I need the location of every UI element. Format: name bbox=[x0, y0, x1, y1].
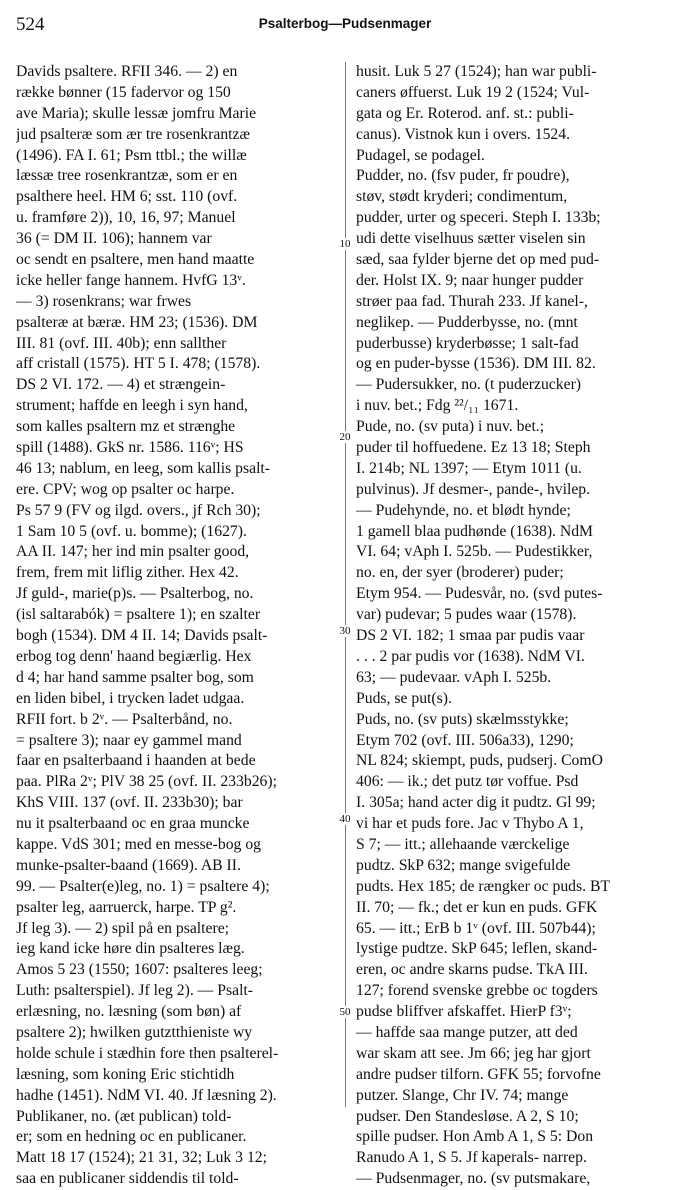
left-column-line: saa en publicaner siddendis til told- bbox=[16, 1170, 239, 1188]
right-column-line: NL 824; skiempt, puds, pudserj. ComO bbox=[356, 752, 603, 770]
left-column-line: psalter leg, aarruerck, harpe. TP g². bbox=[16, 898, 237, 916]
left-column-line: erlæsning, no. læsning (som bøn) af bbox=[16, 1003, 242, 1021]
right-column-line: husit. Luk 5 27 (1524); han war publi- bbox=[356, 63, 597, 80]
margin-line-number: 50 bbox=[337, 1006, 353, 1018]
left-column-line: III. 81 (ovf. III. 40b); enn sallther bbox=[16, 334, 227, 352]
margin-line-number: 20 bbox=[337, 431, 353, 443]
right-column-line: 127; forend svenske grebbe oc togders bbox=[356, 982, 598, 1000]
left-column-line: (isl saltarabók) = psaltere 1); en szalter bbox=[16, 606, 261, 624]
left-column-line: erbog tog denn' haand begiærlig. Hex bbox=[16, 647, 252, 665]
left-column-line: ere. CPV; wog op psalter oc harpe. bbox=[16, 480, 235, 498]
right-column-line: puderbusse) kryderbøsse; 1 salt-fad bbox=[356, 334, 579, 352]
right-column-line: pulvinus). Jf desmer-, pande-, hvilep. bbox=[356, 480, 591, 498]
right-column-line: Puds, se put(s). bbox=[356, 689, 452, 707]
right-column-line: DS 2 VI. 182; 1 smaa par pudis vaar bbox=[356, 627, 585, 645]
left-column-line: Ps 57 9 (FV og ilgd. overs., jf Rch 30); bbox=[16, 501, 261, 519]
right-column-line: 1 gamell blaa pudhønde (1638). NdM bbox=[356, 522, 594, 540]
page-header bbox=[16, 14, 674, 38]
left-column-line: paa. PlRa 2ᵛ; PlV 38 25 (ovf. II. 233b26); bbox=[16, 773, 277, 791]
left-column-line: en liden bibel, i trycken ladet udgaa. bbox=[16, 689, 245, 707]
left-column-line: psaltere 2); hwilken gutztthieniste wy bbox=[16, 1023, 253, 1041]
right-column-line: gata og Er. Roterod. anf. st.: publi- bbox=[356, 104, 574, 122]
left-column-line: oc sendt en psaltere, men hand maatte bbox=[16, 251, 255, 269]
left-column-line: frem, frem mit liflig zither. Hex 42. bbox=[16, 564, 239, 582]
right-column-line: vi har et puds fore. Jac v Thybo A 1, bbox=[356, 815, 584, 833]
left-column-line: Publikaner, no. (æt publican) told- bbox=[16, 1107, 232, 1125]
margin-line-number: 40 bbox=[337, 813, 353, 825]
margin-line-number: 10 bbox=[337, 238, 353, 250]
right-column-line: Puds, no. (sv puts) skælmsstykke; bbox=[356, 710, 569, 728]
left-column-line: ave Maria); skulle lessæ jomfru Marie bbox=[16, 104, 257, 122]
right-column-line: Etym 954. — Pudesvår, no. (svd putes- bbox=[356, 585, 603, 603]
left-column-line: psalthere heel. HM 6; sst. 110 (ovf. bbox=[16, 188, 238, 206]
left-column-line: Amos 5 23 (1550; 1607: psalteres leeg; bbox=[16, 961, 263, 979]
left-column-line: — 3) rosenkrans; war frwes bbox=[16, 292, 192, 310]
right-column-line: eren, oc andre skarns pudse. TkA III. bbox=[356, 961, 588, 979]
left-column-line: række bønner (15 fadervor og 150 bbox=[16, 83, 231, 101]
left-column bbox=[16, 62, 334, 1190]
left-column-line: jud psalteræ som ær tre rosenkrantzæ bbox=[16, 125, 250, 143]
right-column-line: 65. — itt.; ErB b 1ᵛ (ovf. III. 507b44); bbox=[356, 919, 596, 937]
left-column-line: 36 (= DM II. 106); hannem var bbox=[16, 230, 212, 248]
right-column-line: II. 70; — fk.; det er kun en puds. GFK bbox=[356, 898, 598, 916]
right-column-line: sæd, saa fylder bjerne det op med pud- bbox=[356, 251, 600, 269]
right-column-line: Pudagel, se podagel. bbox=[356, 146, 485, 164]
left-column-line: er; som en hedning oc en publicaner. bbox=[16, 1128, 247, 1146]
right-column-line: Etym 702 (ovf. III. 506a33), 1290; bbox=[356, 731, 574, 749]
left-column-line: d 4; har hand samme psalter bog, som bbox=[16, 668, 254, 686]
column-divider bbox=[345, 62, 346, 1107]
right-column-line: canus). Vistnok kun i overs. 1524. bbox=[356, 125, 571, 143]
left-column-line: (1496). FA I. 61; Psm ttbl.; the willæ bbox=[16, 146, 247, 164]
right-column-line: Pudder, no. (fsv puder, fr poudre), bbox=[356, 167, 570, 185]
left-column-line: 46 13; nablum, en leeg, som kallis psalt- bbox=[16, 459, 271, 477]
right-column-line: spille pudser. Hon Amb A 1, S 5: Don bbox=[356, 1128, 594, 1146]
right-column-line: lystige pudtze. SkP 645; leflen, skand- bbox=[356, 940, 598, 958]
right-column-line: — haffde saa mange putzer, att ded bbox=[356, 1023, 578, 1041]
right-column-line: pudse bliffver afskaffet. HierP f3ᵛ; bbox=[356, 1003, 572, 1021]
left-column-line: kappe. VdS 301; med en messe-bog og bbox=[16, 835, 262, 853]
right-column bbox=[356, 62, 674, 1190]
left-column-line: læssæ tree rosenkrantzæ, som er en bbox=[16, 167, 238, 185]
right-column-line: udi dette viselhuus sætter viselen sin bbox=[356, 230, 586, 248]
right-column-line: strøer paa fad. Thurah 233. Jf kanel-, bbox=[356, 292, 588, 310]
left-column-line: Matt 18 17 (1524); 21 31, 32; Luk 3 12; bbox=[16, 1149, 267, 1167]
left-column-line: KhS VIII. 137 (ovf. II. 233b30); bar bbox=[16, 794, 243, 812]
right-column-line: pudser. Den Standesløse. A 2, S 10; bbox=[356, 1107, 579, 1125]
right-column-line: pudtz. SkP 632; mange svigefulde bbox=[356, 856, 571, 874]
right-column-line: — Pudsenmager, no. (sv putsmakare, bbox=[356, 1170, 591, 1188]
left-column-line: læsning, som koning Eric stichtidh bbox=[16, 1065, 235, 1083]
right-column-line: . . . 2 par pudis vor (1638). NdM VI. bbox=[356, 647, 585, 665]
left-column-line: strument; haffde en leegh i syn hand, bbox=[16, 397, 248, 415]
right-column-line: og en puder-bysse (1536). DM III. 82. bbox=[356, 355, 596, 373]
right-column-line: der. Holst IX. 9; naar hunger pudder bbox=[356, 271, 584, 289]
right-column-line: no. en, der syer (broderer) puder; bbox=[356, 564, 564, 582]
right-column-line: war skam att see. Jm 66; jeg har gjort bbox=[356, 1044, 591, 1062]
right-column-line: — Pudehynde, no. et blødt hynde; bbox=[356, 501, 571, 519]
left-column-line: 1 Sam 10 5 (ovf. u. bomme); (1627). bbox=[16, 522, 247, 540]
left-column-line: ieg kand icke høre din psalteres læg. bbox=[16, 940, 245, 958]
left-column-line: nu it psalterbaand oc en graa muncke bbox=[16, 815, 250, 833]
left-column-line: Jf guld-, marie(p)s. — Psalterbog, no. bbox=[16, 585, 254, 603]
right-column-line: støv, stødt kryderi; condimentum, bbox=[356, 188, 568, 206]
right-column-line: putzer. Slange, Chr IV. 74; mange bbox=[356, 1086, 569, 1104]
right-column-line: pudder, urter og speceri. Steph I. 133b; bbox=[356, 209, 601, 227]
left-column-line: u. framføre 2)), 10, 16, 97; Manuel bbox=[16, 209, 236, 227]
page-number: 524 bbox=[16, 14, 45, 35]
left-column-line: bogh (1534). DM 4 II. 14; Davids psalt- bbox=[16, 627, 268, 645]
left-column-line: 99. — Psalter(e)leg, no. 1) = psaltere 4); bbox=[16, 877, 270, 895]
right-column-line: puder til hoffuedene. Ez 13 18; Steph bbox=[356, 439, 591, 457]
left-column-line: AA II. 147; her ind min psalter good, bbox=[16, 543, 250, 561]
left-column-line: psalteræ at bæræ. HM 23; (1536). DM bbox=[16, 313, 258, 331]
left-column-line: spill (1488). GkS nr. 1586. 116ᵛ; HS bbox=[16, 439, 244, 457]
right-column-line: andre pudser tilforn. GFK 55; forvofne bbox=[356, 1065, 601, 1083]
right-column-line: I. 305a; hand acter dig it pudtz. Gl 99; bbox=[356, 794, 596, 812]
right-column-line: Ranudo A 1, S 5. Jf kaperals- narrep. bbox=[356, 1149, 587, 1167]
left-column-line: munke-psalter-baand (1669). AB II. bbox=[16, 856, 241, 874]
right-column-line: I. 214b; NL 1397; — Etym 1011 (u. bbox=[356, 459, 582, 477]
right-column-line: var) pudevar; 5 pudes waar (1578). bbox=[356, 606, 577, 624]
right-column-line: caners øffuerst. Luk 19 2 (1524; Vul- bbox=[356, 83, 590, 101]
right-column-line: 63; — pudevaar. vAph I. 525b. bbox=[356, 668, 552, 686]
left-column-line: hadhe (1451). NdM VI. 40. Jf læsning 2). bbox=[16, 1086, 277, 1104]
left-column-line: Davids psaltere. RFII 346. — 2) en bbox=[16, 63, 238, 80]
left-column-line: = psaltere 3); naar ey gammel mand bbox=[16, 731, 242, 749]
right-column-line: Pude, no. (sv puta) i nuv. bet.; bbox=[356, 418, 545, 436]
left-column-line: faar en psalterbaand i haanden at bede bbox=[16, 752, 256, 770]
left-column-line: RFII fort. b 2ᵛ. — Psalterbånd, no. bbox=[16, 710, 233, 728]
left-column-line: DS 2 VI. 172. — 4) et strængein- bbox=[16, 376, 226, 394]
right-column-line: VI. 64; vAph I. 525b. — Pudestikker, bbox=[356, 543, 593, 561]
left-column-line: Luth: psalterspiel). Jf leg 2). — Psalt- bbox=[16, 982, 254, 1000]
running-head: Psalterbog—Pudsenmager bbox=[258, 16, 432, 31]
right-column-line: S 7; — itt.; allehaande værckelige bbox=[356, 835, 570, 853]
right-column-line: — Pudersukker, no. (t puderzucker) bbox=[356, 376, 582, 394]
left-column-line: aff cristall (1575). HT 5 I. 478; (1578). bbox=[16, 355, 261, 373]
right-column-line: 406: — ik.; det putz tør voffue. Psd bbox=[356, 773, 579, 791]
right-column-line: i nuv. bet.; Fdg ²²/₁₁ 1671. bbox=[356, 397, 519, 415]
left-column-line: holde schule i stædhin fore then psalterel- bbox=[16, 1044, 279, 1062]
left-column-line: som kalles psaltern mz et strænghe bbox=[16, 418, 236, 436]
left-column-line: Jf leg 3). — 2) spil på en psaltere; bbox=[16, 919, 230, 937]
left-column-line: icke heller fange hannem. HvfG 13ᵛ. bbox=[16, 271, 246, 289]
right-column-line: neglikep. — Pudderbysse, no. (mnt bbox=[356, 313, 578, 331]
margin-line-number: 30 bbox=[337, 625, 353, 637]
right-column-line: pudts. Hex 185; de rængker oc puds. BT bbox=[356, 877, 611, 895]
